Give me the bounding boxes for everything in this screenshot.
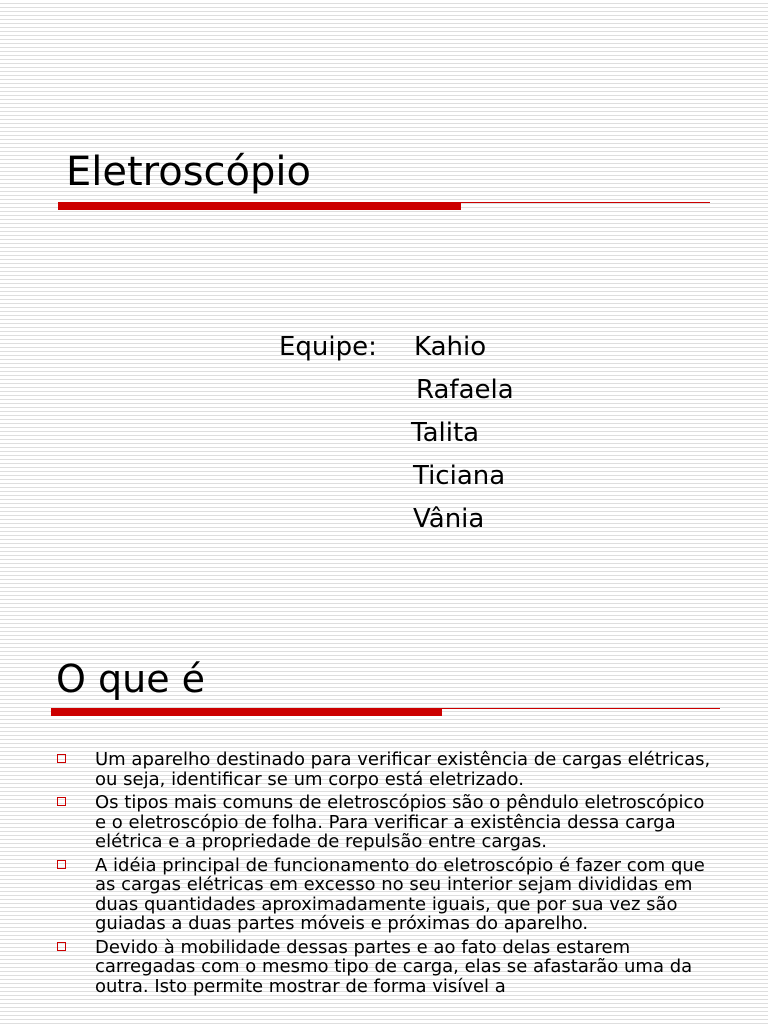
hollow-square-bullet-icon [57,860,66,869]
team-label: Equipe: [279,332,377,362]
title-underline-thin [442,708,720,709]
bullet-item [56,938,716,997]
bullet-item [56,793,716,852]
title-underline-thick [51,708,442,716]
slide-definition [0,600,768,1024]
title-underline-thick [58,202,461,210]
bullet-item [56,856,716,934]
team-member: Rafaela [416,375,514,405]
bullet-text: Os tipos mais comuns de eletroscópios são o pêndulo eletroscópico e o eletroscópio de folha. Para verificar a existência dessa carga elétrica e a propriedade de repulsão entre cargas. [95,792,705,852]
bullet-text: Devido à mobilidade dessas partes e ao fato delas estarem carregadas com o mesmo tipo de carga, elas se afastarão uma da outra. Isto permite mostrar de forma visível a [95,936,693,997]
bullet-list [56,750,716,1000]
slide-definition-heading: O que é [56,657,206,701]
hollow-square-bullet-icon [57,754,66,763]
team-member: Ticiana [413,461,506,491]
hollow-square-bullet-icon [57,797,66,806]
bullet-item [56,750,716,789]
team-member: Talita [411,418,480,448]
slide-title-heading: Eletroscópio [66,149,311,195]
team-member: Kahio [414,332,487,362]
team-member: Vânia [413,504,485,534]
bullet-text: Um aparelho destinado para verificar existência de cargas elétricas, ou seja, identificar se um corpo está eletrizado. [95,749,711,790]
hollow-square-bullet-icon [57,942,66,951]
bullet-text: A idéia principal de funcionamento do eletroscópio é fazer com que as cargas elétricas em excesso no seu interior sejam divididas em duas quantidades aproximadamente iguais, que por sua vez são guiadas a duas partes móveis e próximas do aparelho. [95,854,705,934]
title-underline-thin [461,202,710,203]
